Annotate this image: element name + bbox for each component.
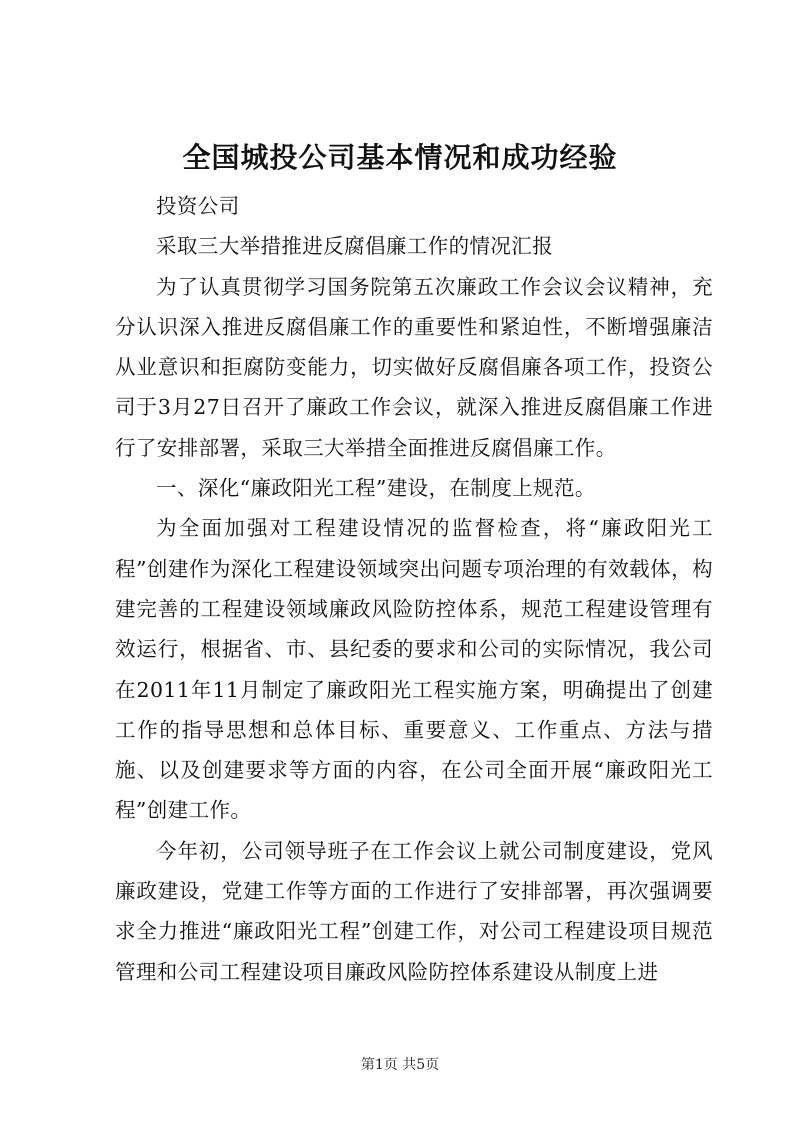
- paragraph-section-heading: 一、深化“廉政阳光工程”建设，在制度上规范。: [156, 476, 596, 501]
- paragraph-report-title: 采取三大举措推进反腐倡廉工作的情况汇报: [156, 234, 554, 259]
- paragraph-intro: 为了认真贯彻学习国务院第五次廉政工作会议会议精神，充分认识深入推进反腐倡廉工作的重要性和紧迫性，不断增强廉洁从业意识和拒腐防变能力，切实做好反腐倡廉各项工作，投资公司于3月27日召开了廉政工作会议，就深入推进反腐倡廉工作进行了安排部署，采取三大举措全面推进反腐倡廉工作。: [115, 274, 713, 460]
- paragraph-this-year: 今年初，公司领导班子在工作会议上就公司制度建设，党风廉政建设，党建工作等方面的工作进行了安排部署，再次强调要求全力推进“廉政阳光工程”创建工作，对公司工程建设项目规范管理和公司工程建设项目廉政风险防控体系建设从制度上进: [115, 838, 713, 984]
- document-body: [115, 186, 713, 992]
- document-title: 全国城投公司基本情况和成功经验: [182, 141, 618, 174]
- page-number-footer: 第1页 共5页: [360, 1057, 440, 1073]
- paragraph-company: 投资公司: [156, 194, 240, 218]
- paragraph-section-body: 为全面加强对工程建设情况的监督检查，将“廉政阳光工程”创建作为深化工程建设领域突出问题专项治理的有效载体，构建完善的工程建设领域廉政风险防控体系，规范工程建设管理有效运行，根据省、市、县纪委的要求和公司的实际情况，我公司在2011年11月制定了廉政阳光工程实施方案，明确提出了创建工作的指导思想和总体目标、重要意义、工作重点、方法与措施、以及创建要求等方面的内容，在公司全面开展“廉政阳光工程”创建工作。: [115, 516, 713, 823]
